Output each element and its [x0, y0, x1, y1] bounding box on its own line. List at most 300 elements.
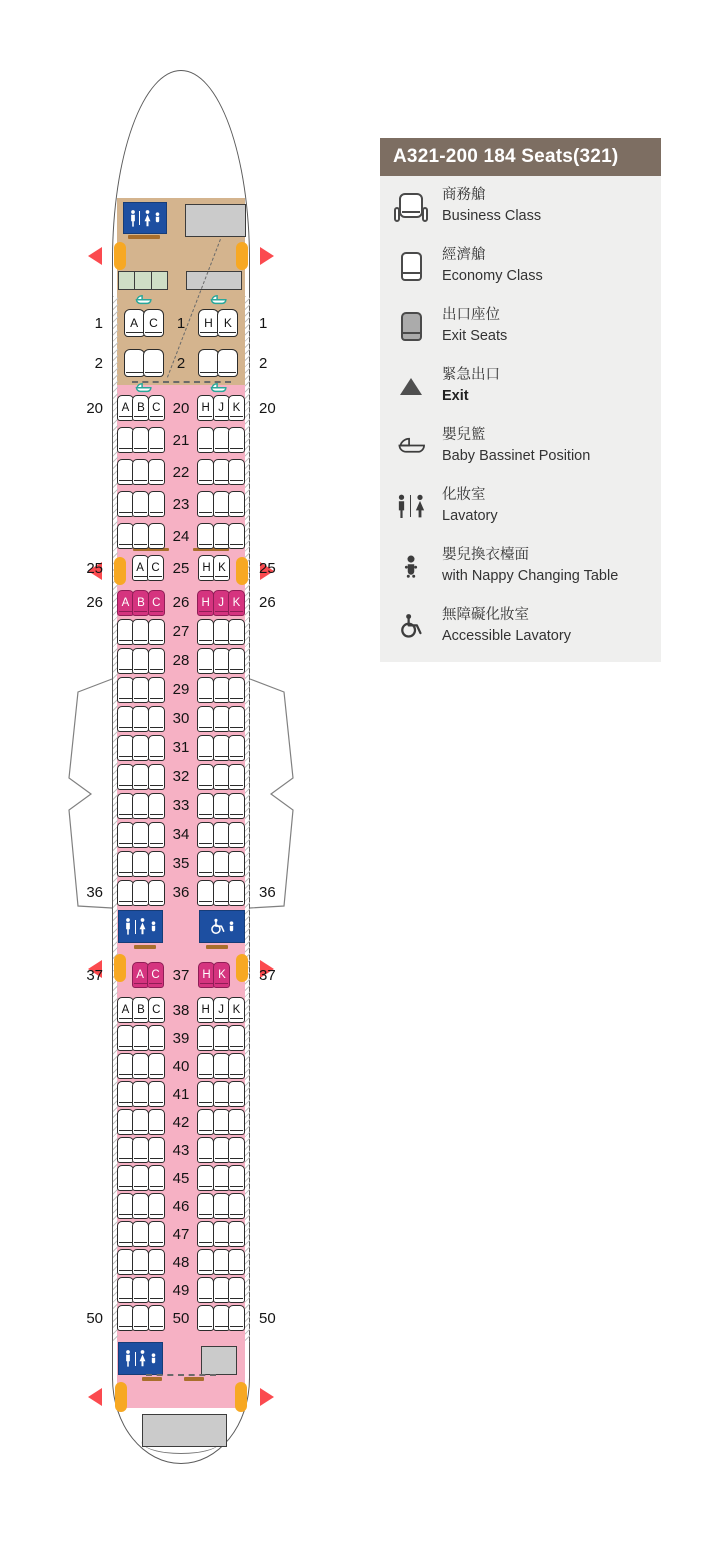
woman-icon [138, 918, 147, 935]
seat-25K[interactable]: K [213, 555, 230, 581]
seat[interactable] [197, 619, 214, 645]
seat-38J[interactable]: J [213, 997, 230, 1023]
row-number-center: 31 [172, 739, 190, 756]
seat-group [198, 349, 238, 377]
row-number-center: 22 [172, 463, 190, 481]
row-number-center: 37 [172, 966, 190, 984]
seat-group [197, 1081, 245, 1107]
seat[interactable] [132, 523, 149, 549]
seat[interactable] [228, 523, 245, 549]
seat[interactable] [197, 1165, 214, 1191]
seat-row-22 [0, 456, 362, 488]
seat-group [117, 735, 165, 761]
seat-group [197, 880, 245, 906]
seat[interactable] [197, 1221, 214, 1247]
legend-item-exit: 緊急出口 Exit [380, 356, 661, 416]
seat[interactable] [132, 735, 149, 761]
seat[interactable] [148, 1025, 165, 1051]
row-number-center: 2 [176, 354, 186, 372]
seat[interactable] [132, 619, 149, 645]
cabin-divider-dashed [146, 1374, 216, 1376]
divider [139, 211, 140, 225]
seat[interactable] [197, 706, 214, 732]
seat-group [197, 1165, 245, 1191]
seat-group [117, 395, 165, 421]
seat-group [117, 491, 165, 517]
seat[interactable] [132, 1109, 149, 1135]
seat-row-35 [0, 849, 362, 878]
seat-row-24 [0, 520, 362, 552]
seat-group [197, 764, 245, 790]
seat[interactable] [197, 822, 214, 848]
row-number-left: 37 [86, 966, 103, 984]
row-number-right: 20 [259, 399, 276, 417]
seat[interactable] [217, 349, 238, 377]
seat-37C[interactable]: C [147, 962, 164, 988]
seat-row-47 [0, 1220, 362, 1248]
seat-group [197, 619, 245, 645]
seat[interactable] [228, 491, 245, 517]
seat[interactable] [197, 1053, 214, 1079]
baby-icon [150, 921, 157, 933]
seat[interactable] [197, 491, 214, 517]
seat[interactable] [148, 1109, 165, 1135]
seat[interactable] [132, 1221, 149, 1247]
seat[interactable] [148, 619, 165, 645]
seat[interactable] [197, 793, 214, 819]
legend-item-business: 商務艙 Business Class [380, 176, 661, 236]
row-number-right: 26 [259, 594, 276, 611]
seat-group [197, 1193, 245, 1219]
door-sill [128, 235, 160, 239]
seat[interactable] [148, 677, 165, 703]
seat-group [117, 1277, 165, 1303]
seat[interactable] [132, 706, 149, 732]
seat-group [117, 1221, 165, 1247]
door-sill [206, 945, 228, 949]
exit-arrow-right [260, 1388, 274, 1406]
seat[interactable] [148, 648, 165, 674]
seat[interactable] [197, 1193, 214, 1219]
seat-group [197, 459, 245, 485]
seat-26K[interactable]: K [228, 590, 245, 616]
seat-group [197, 677, 245, 703]
row-number-center: 32 [172, 768, 190, 785]
seat-group [117, 1081, 165, 1107]
seat-group [117, 880, 165, 906]
seat[interactable] [228, 735, 245, 761]
seat-38A[interactable]: A [117, 997, 134, 1023]
seat-38B[interactable]: B [132, 997, 149, 1023]
seat-row-2 [0, 343, 362, 383]
row-number-left: 25 [86, 559, 103, 577]
exit-door-left [114, 242, 126, 270]
seat-group [117, 1053, 165, 1079]
seat[interactable] [148, 706, 165, 732]
seat[interactable] [197, 459, 214, 485]
seat[interactable] [148, 427, 165, 453]
seat-20K[interactable]: K [228, 395, 245, 421]
seat-group [117, 1249, 165, 1275]
seat-group [117, 851, 165, 877]
seat-row-30 [0, 704, 362, 733]
seat-row-27 [0, 617, 362, 646]
seat-group [117, 1137, 165, 1163]
seat[interactable] [228, 1249, 245, 1275]
door-sill [184, 1377, 204, 1381]
seat-group [117, 590, 165, 616]
seat-37K[interactable]: K [213, 962, 230, 988]
seat-26A[interactable]: A [117, 590, 134, 616]
seat[interactable] [228, 706, 245, 732]
row-number-right: 1 [259, 314, 268, 332]
seat[interactable] [228, 764, 245, 790]
seat-25C[interactable]: C [147, 555, 164, 581]
seat[interactable] [132, 648, 149, 674]
row-number-center: 36 [172, 884, 190, 901]
seat[interactable] [148, 880, 165, 906]
seat-row-42 [0, 1108, 362, 1136]
seat-group [197, 1277, 245, 1303]
seat[interactable] [228, 1109, 245, 1135]
seat-group [197, 1221, 245, 1247]
seat-row-49 [0, 1276, 362, 1304]
seat-row-1 [0, 303, 362, 343]
seat[interactable] [148, 735, 165, 761]
seat[interactable] [197, 523, 214, 549]
seat[interactable] [228, 822, 245, 848]
seat[interactable] [228, 1193, 245, 1219]
seat[interactable] [132, 1053, 149, 1079]
row-number-right: 50 [259, 1309, 276, 1327]
seat-group [197, 648, 245, 674]
row-number-right: 37 [259, 966, 276, 984]
seat-1A[interactable]: A [124, 309, 145, 337]
seat-37A[interactable]: A [132, 962, 149, 988]
lavatory-icon [380, 494, 442, 519]
seat-row-28 [0, 646, 362, 675]
seat-group [197, 822, 245, 848]
man-icon [124, 1350, 132, 1367]
seat[interactable] [197, 1081, 214, 1107]
seat[interactable] [132, 427, 149, 453]
seat[interactable] [132, 1305, 149, 1331]
seat[interactable] [228, 1025, 245, 1051]
exit-door-right [236, 242, 248, 270]
seat[interactable] [197, 427, 214, 453]
seat[interactable] [148, 764, 165, 790]
seat[interactable] [228, 459, 245, 485]
seat[interactable] [228, 880, 245, 906]
seat[interactable] [148, 1081, 165, 1107]
seat[interactable] [197, 764, 214, 790]
seat[interactable] [132, 677, 149, 703]
seat-row-43 [0, 1136, 362, 1164]
row-number-left: 36 [86, 884, 103, 901]
seat-row-50 [0, 1304, 362, 1332]
seat-20C[interactable]: C [148, 395, 165, 421]
exit-triangle-icon [380, 378, 442, 395]
row-number-center: 46 [172, 1197, 190, 1215]
seat[interactable] [148, 1053, 165, 1079]
seat[interactable] [148, 1277, 165, 1303]
divider [135, 1352, 136, 1366]
legend-panel [380, 138, 661, 662]
seat[interactable] [132, 1277, 149, 1303]
seat[interactable] [228, 648, 245, 674]
baby-icon [228, 921, 235, 933]
seat-1C[interactable]: C [143, 309, 164, 337]
cabin-economy-aft [0, 996, 362, 1332]
seat[interactable] [132, 880, 149, 906]
seat-38C[interactable]: C [148, 997, 165, 1023]
seat-row-48 [0, 1248, 362, 1276]
row-number-center: 23 [172, 495, 190, 513]
seat-group [197, 1249, 245, 1275]
seat-37H[interactable]: H [198, 962, 215, 988]
seat[interactable] [197, 1025, 214, 1051]
seat[interactable] [132, 491, 149, 517]
seat[interactable] [228, 1137, 245, 1163]
seat[interactable] [132, 1081, 149, 1107]
seat-group [117, 997, 165, 1023]
seat-group [132, 962, 164, 988]
seat-group [197, 1137, 245, 1163]
seat-26J[interactable]: J [213, 590, 230, 616]
row-number-center: 47 [172, 1225, 190, 1243]
seat[interactable] [197, 851, 214, 877]
seat[interactable] [143, 349, 164, 377]
seat-group [197, 997, 245, 1023]
seat[interactable] [228, 793, 245, 819]
legend-item-lavatory: 化妝室 Lavatory [380, 476, 661, 536]
seat[interactable] [132, 764, 149, 790]
seat-group [117, 523, 165, 549]
seat[interactable] [197, 1249, 214, 1275]
seat-20H[interactable]: H [197, 395, 214, 421]
cabin-economy-fwd [0, 392, 362, 584]
seat[interactable] [197, 880, 214, 906]
seat-group [124, 349, 164, 377]
legend-item-nappy-table: 嬰兒換衣檯面 with Nappy Changing Table [380, 536, 661, 596]
legend-item-economy: 經濟艙 Economy Class [380, 236, 661, 296]
seat[interactable] [132, 459, 149, 485]
row-number-center: 26 [172, 594, 190, 611]
row-number-center: 21 [172, 431, 190, 449]
seat[interactable] [148, 459, 165, 485]
exit-seat-icon [380, 312, 442, 341]
row-number-center: 39 [172, 1029, 190, 1047]
seat[interactable] [228, 1081, 245, 1107]
cabin-exit-row-37 [0, 958, 362, 992]
seat-1H[interactable]: H [198, 309, 219, 337]
galley-box [186, 271, 242, 290]
row-number-right: 36 [259, 884, 276, 901]
seat-row-34 [0, 820, 362, 849]
seat[interactable] [228, 1305, 245, 1331]
seat[interactable] [228, 1277, 245, 1303]
seat-group [197, 1109, 245, 1135]
seat-row-46 [0, 1192, 362, 1220]
row-number-center: 40 [172, 1057, 190, 1075]
row-number-right: 2 [259, 354, 268, 372]
seat-group [117, 1305, 165, 1331]
seat-row-41 [0, 1080, 362, 1108]
row-number-center: 41 [172, 1085, 190, 1103]
seat-row-39 [0, 1024, 362, 1052]
seat[interactable] [197, 1137, 214, 1163]
seat-group [117, 793, 165, 819]
seat[interactable] [197, 735, 214, 761]
seat[interactable] [124, 349, 145, 377]
seat[interactable] [132, 1137, 149, 1163]
man-icon [124, 918, 132, 935]
seat[interactable] [228, 851, 245, 877]
seat[interactable] [132, 1193, 149, 1219]
seat-group [117, 1109, 165, 1135]
seat[interactable] [228, 1053, 245, 1079]
seat-row-29 [0, 675, 362, 704]
lavatory-mid [118, 910, 163, 943]
seat[interactable] [148, 1221, 165, 1247]
seat[interactable] [197, 1109, 214, 1135]
seat-20J[interactable]: J [213, 395, 230, 421]
seat[interactable] [197, 1305, 214, 1331]
seat-26H[interactable]: H [197, 590, 214, 616]
row-number-center: 34 [172, 826, 190, 843]
legend-item-bassinet: 嬰兒籃 Baby Bassinet Position [380, 416, 661, 476]
lavatory-front [123, 202, 167, 234]
seat-group [197, 590, 245, 616]
exit-arrow-left [88, 1388, 102, 1406]
seat-row-33 [0, 791, 362, 820]
seat-row-31 [0, 733, 362, 762]
row-number-center: 35 [172, 855, 190, 872]
seat-row-20 [0, 392, 362, 424]
seat-row-26 [0, 588, 362, 617]
seat[interactable] [132, 1025, 149, 1051]
seat[interactable] [132, 1165, 149, 1191]
man-icon [129, 210, 137, 227]
seat-38H[interactable]: H [197, 997, 214, 1023]
row-number-left: 2 [94, 354, 103, 372]
seat[interactable] [228, 1165, 245, 1191]
economy-seat-icon [380, 252, 442, 281]
seat[interactable] [228, 619, 245, 645]
galley-green-box [118, 271, 168, 290]
seat[interactable] [132, 851, 149, 877]
row-number-center: 50 [172, 1309, 190, 1327]
seat[interactable] [148, 851, 165, 877]
baby-icon [150, 1353, 157, 1365]
seat-20A[interactable]: A [117, 395, 134, 421]
seat-group [117, 1193, 165, 1219]
legend-item-accessible-lavatory: 無障礙化妝室 Accessible Lavatory [380, 596, 661, 656]
seat-group [197, 1025, 245, 1051]
seat-group [124, 309, 164, 337]
seat-group [197, 851, 245, 877]
seat-1K[interactable]: K [217, 309, 238, 337]
seat[interactable] [148, 1249, 165, 1275]
seat-25A[interactable]: A [132, 555, 149, 581]
seat[interactable] [148, 491, 165, 517]
seat[interactable] [148, 793, 165, 819]
seat[interactable] [197, 1277, 214, 1303]
rear-galley-box [142, 1414, 227, 1447]
seat-group [198, 962, 230, 988]
seat-row-36 [0, 878, 362, 907]
seat-group [132, 555, 164, 581]
seat[interactable] [132, 1249, 149, 1275]
seat-group [117, 677, 165, 703]
seat-group [197, 427, 245, 453]
row-number-center: 38 [172, 1001, 190, 1019]
seat-group [117, 1025, 165, 1051]
row-number-center: 33 [172, 797, 190, 814]
seat-25H[interactable]: H [198, 555, 215, 581]
seat[interactable] [132, 822, 149, 848]
seat[interactable] [228, 427, 245, 453]
row-number-left: 26 [86, 594, 103, 611]
seat-38K[interactable]: K [228, 997, 245, 1023]
seat[interactable] [148, 523, 165, 549]
seat-row-23 [0, 488, 362, 520]
seat[interactable] [148, 1305, 165, 1331]
galley-box [185, 204, 246, 237]
exit-door-left [115, 1382, 127, 1412]
seat-group [117, 648, 165, 674]
seat-26B[interactable]: B [132, 590, 149, 616]
row-number-left: 1 [94, 314, 103, 332]
seat[interactable] [148, 1137, 165, 1163]
seat[interactable] [228, 677, 245, 703]
seat-row-21 [0, 424, 362, 456]
cabin-business [0, 303, 362, 383]
row-number-center: 29 [172, 681, 190, 698]
row-number-left: 50 [86, 1309, 103, 1327]
row-number-center: 1 [176, 314, 186, 332]
galley-box [201, 1346, 237, 1375]
seat[interactable] [148, 1193, 165, 1219]
row-number-center: 28 [172, 652, 190, 669]
seat[interactable] [132, 793, 149, 819]
seat[interactable] [148, 822, 165, 848]
door-sill [142, 1377, 162, 1381]
seat-row-37 [0, 958, 362, 992]
seat-row-38 [0, 996, 362, 1024]
exit-arrow-right [260, 247, 274, 265]
seat-group [117, 427, 165, 453]
legend-item-exit-seats: 出口座位 Exit Seats [380, 296, 661, 356]
lavatory-rear [118, 1342, 163, 1375]
seat-26C[interactable]: C [148, 590, 165, 616]
seat[interactable] [148, 1165, 165, 1191]
door-sill [134, 945, 156, 949]
seat-row-40 [0, 1052, 362, 1080]
seat[interactable] [228, 1221, 245, 1247]
seat-group [197, 491, 245, 517]
row-number-center: 45 [172, 1169, 190, 1187]
seat-20B[interactable]: B [132, 395, 149, 421]
baby-icon [154, 212, 161, 224]
seat[interactable] [197, 648, 214, 674]
seat[interactable] [197, 677, 214, 703]
woman-icon [143, 210, 152, 227]
seat-group [117, 1165, 165, 1191]
exit-door-right [235, 1382, 247, 1412]
seat-group [197, 395, 245, 421]
seat[interactable] [198, 349, 219, 377]
